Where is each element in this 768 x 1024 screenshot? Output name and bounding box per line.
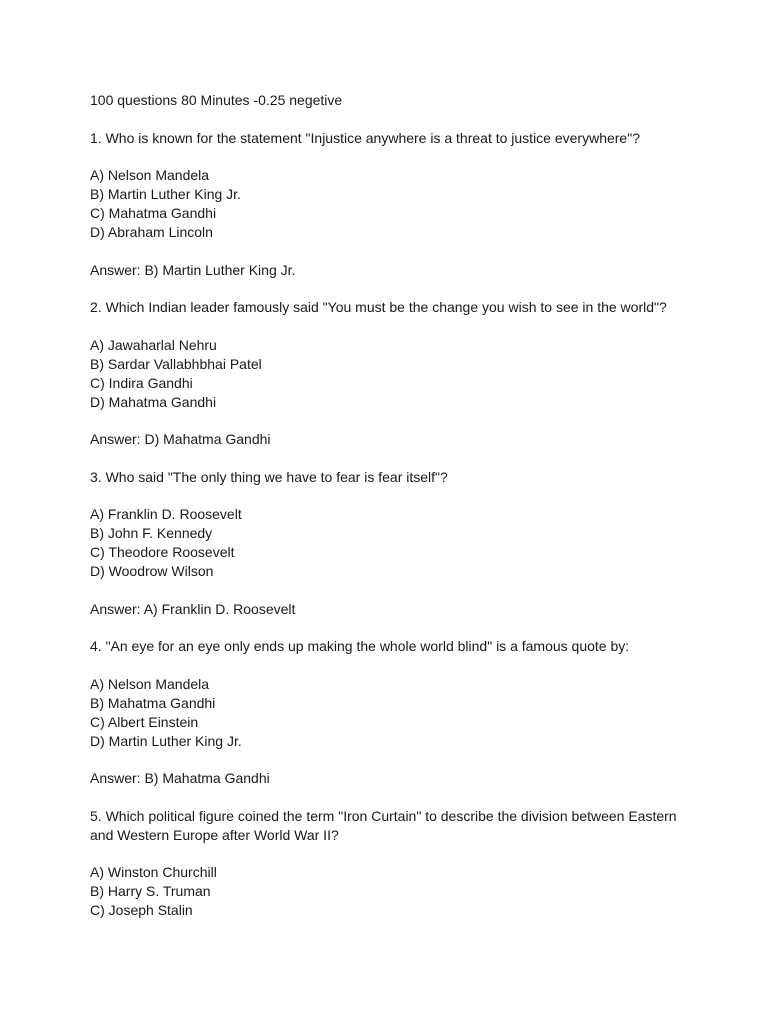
question-text: 3. Who said "The only thing we have to fear is fear itself"? xyxy=(90,468,448,485)
option-d: D) Abraham Lincoln xyxy=(90,224,213,240)
question-text-line-1: 5. Which political figure coined the term "Iron Curtain" to describe the division between Eastern xyxy=(90,807,677,824)
option-b: B) Sardar Vallabhbhai Patel xyxy=(90,355,262,372)
option-b: B) Harry S. Truman xyxy=(90,883,211,899)
option-a: A) Jawaharlal Nehru xyxy=(90,336,217,353)
option-a: A) Franklin D. Roosevelt xyxy=(90,506,242,522)
option-b: B) Mahatma Gandhi xyxy=(90,694,216,711)
option-c: C) Theodore Roosevelt xyxy=(90,544,235,560)
option-c: C) Albert Einstein xyxy=(90,713,199,730)
option-c: C) Indira Gandhi xyxy=(90,374,193,391)
question-text: 4. "An eye for an eye only ends up making the whole world blind" is a famous quote by: xyxy=(90,638,630,654)
question-text: 1. Who is known for the statement "Injustice anywhere is a threat to justice everywhere"? xyxy=(90,129,640,146)
option-a: A) Nelson Mandela xyxy=(90,167,210,183)
document-header: 100 questions 80 Minutes -0.25 negetive xyxy=(90,92,343,108)
option-a: A) Winston Churchill xyxy=(90,864,217,880)
question-text-line-2: and Western Europe after World War II? xyxy=(90,826,339,843)
option-b: B) John F. Kennedy xyxy=(90,525,213,541)
question-block-5 xyxy=(90,807,690,921)
option-b: B) Martin Luther King Jr. xyxy=(90,186,241,202)
question-block-2 xyxy=(90,298,690,468)
option-c: C) Mahatma Gandhi xyxy=(90,205,217,221)
option-d: D) Martin Luther King Jr. xyxy=(90,732,242,749)
question-block-1 xyxy=(90,129,690,299)
answer-text: Answer: A) Franklin D. Roosevelt xyxy=(90,600,296,617)
answer-text: Answer: D) Mahatma Gandhi xyxy=(90,431,271,447)
answer-text: Answer: B) Martin Luther King Jr. xyxy=(90,261,296,278)
option-a: A) Nelson Mandela xyxy=(90,675,210,692)
option-d: D) Woodrow Wilson xyxy=(90,563,214,579)
document-page xyxy=(90,91,690,920)
option-c: C) Joseph Stalin xyxy=(90,902,193,918)
question-text: 2. Which Indian leader famously said "You must be the change you wish to see in the world"? xyxy=(90,299,667,315)
option-d: D) Mahatma Gandhi xyxy=(90,393,217,410)
answer-text: Answer: B) Mahatma Gandhi xyxy=(90,770,270,786)
question-block-4 xyxy=(90,637,690,807)
question-block-3 xyxy=(90,468,690,638)
